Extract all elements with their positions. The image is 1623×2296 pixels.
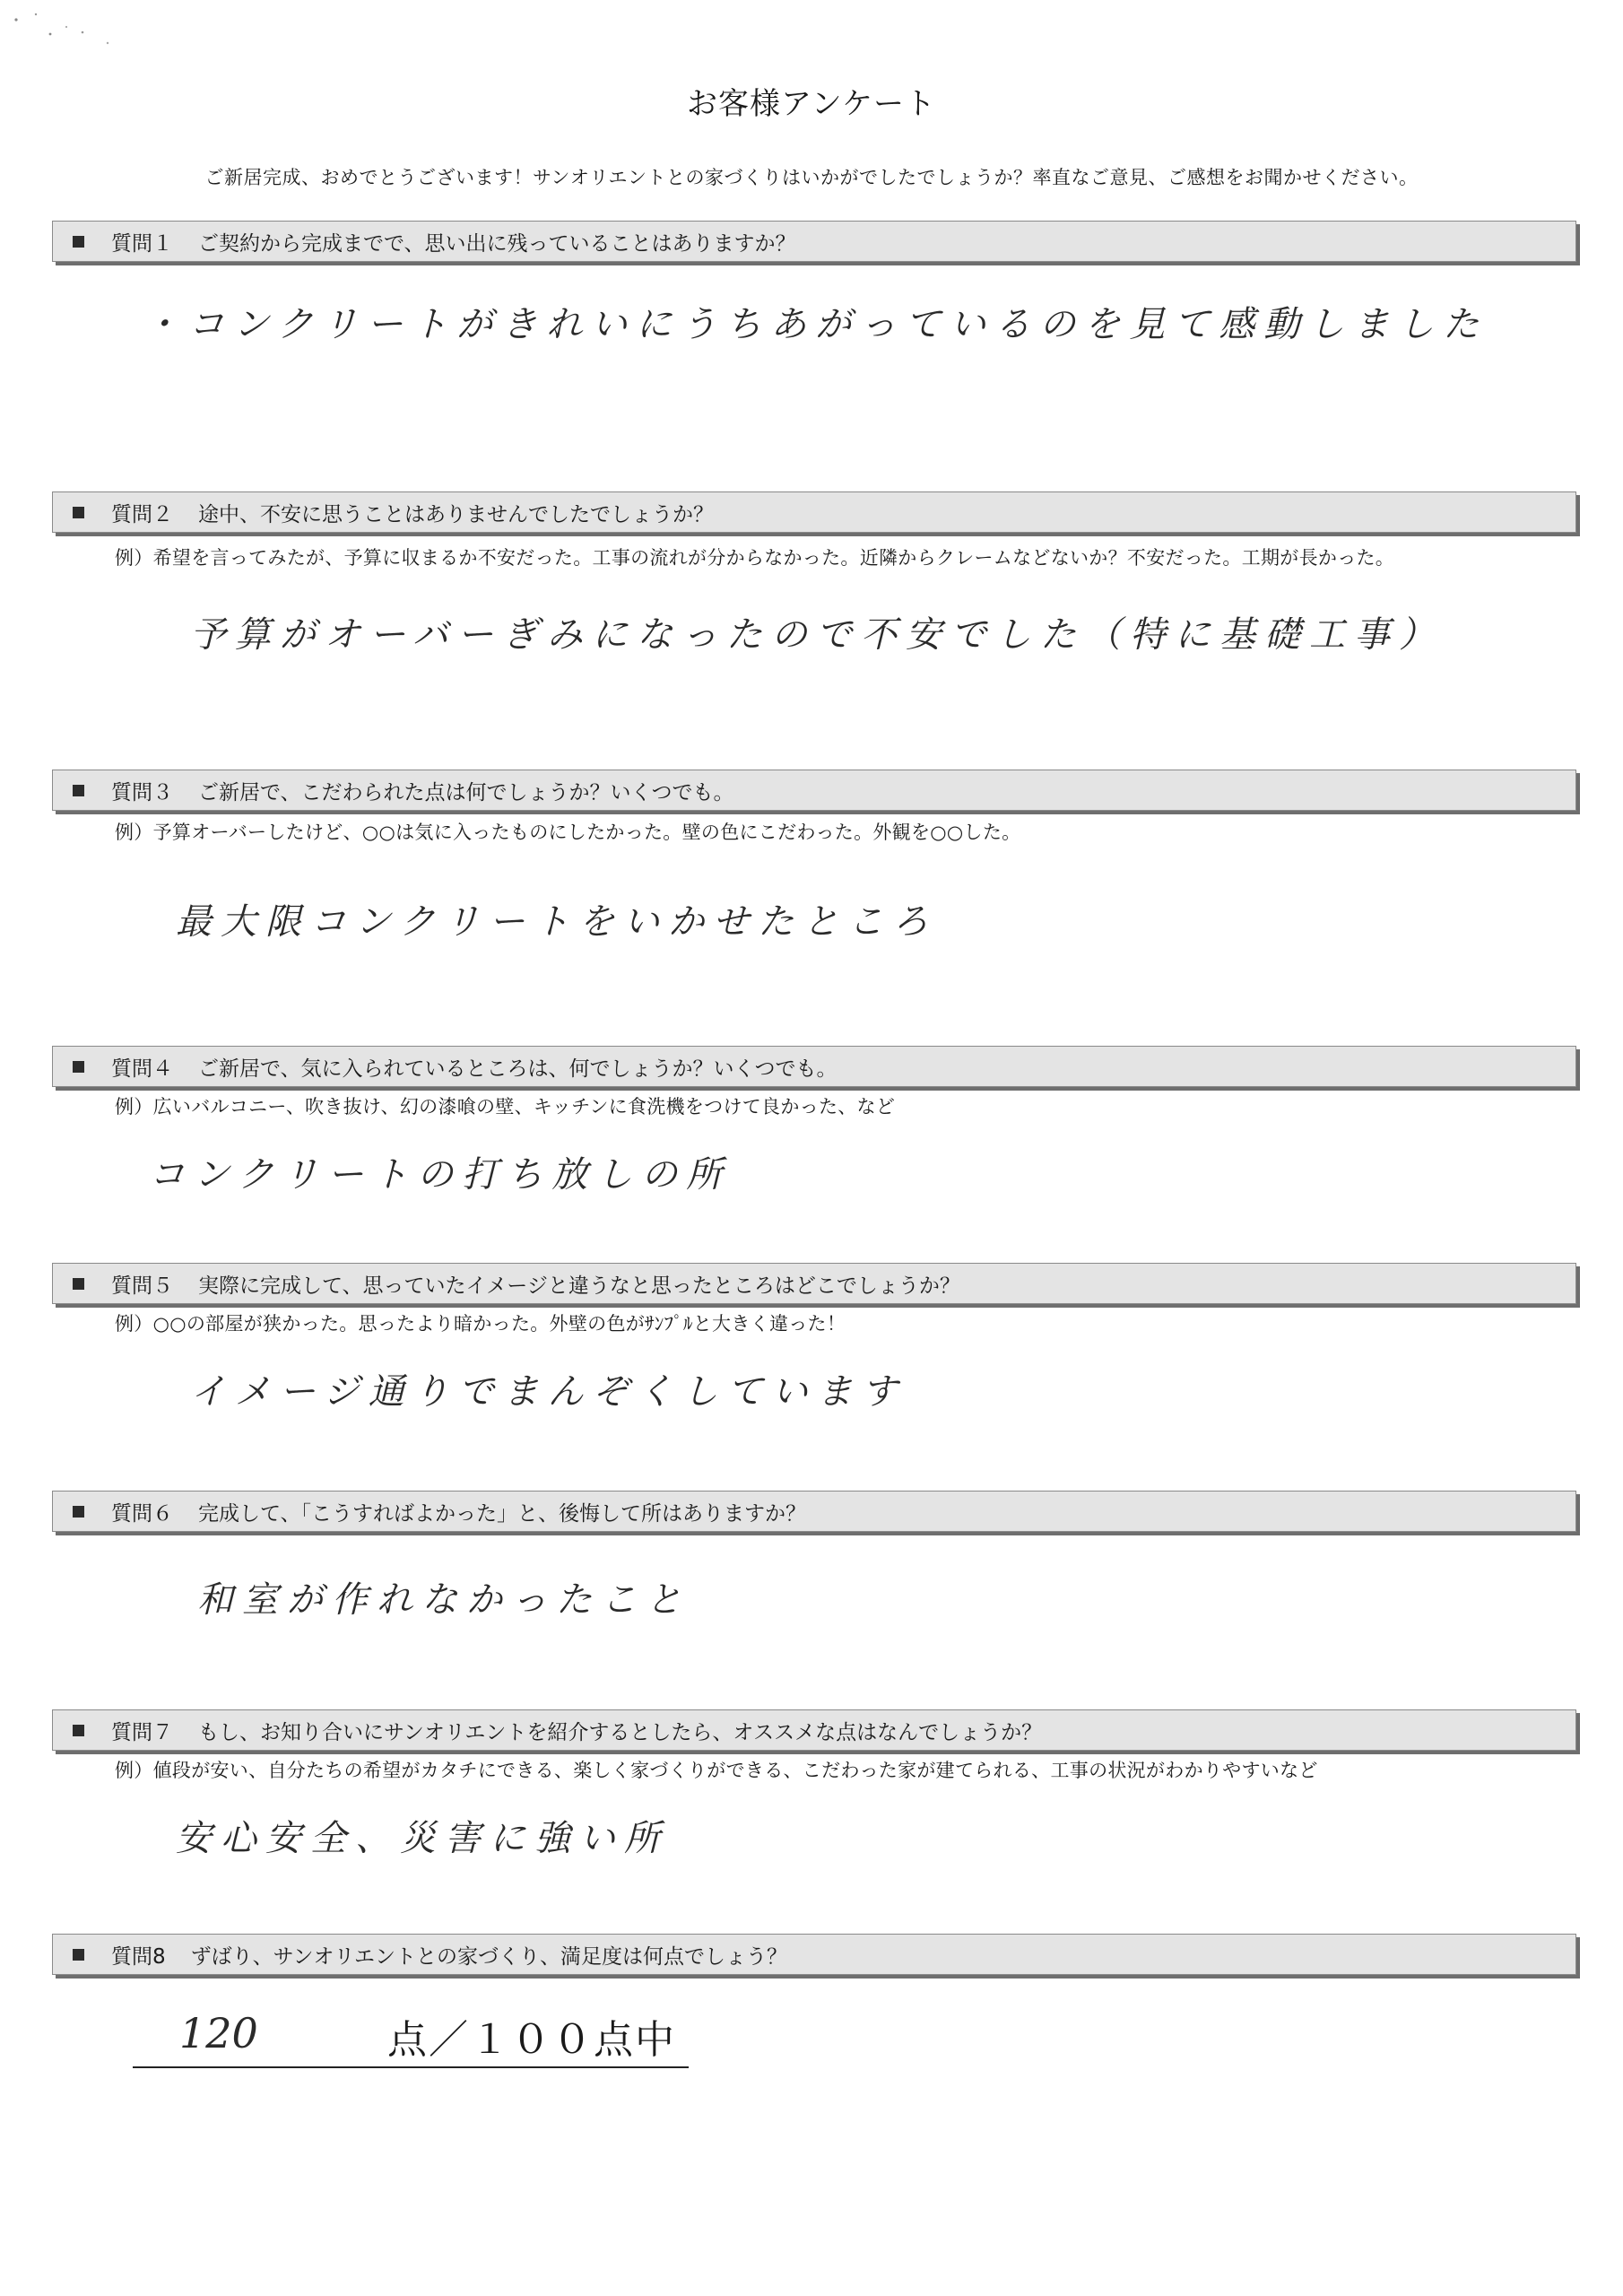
- bullet-icon: [73, 1725, 84, 1736]
- question-3-text: ご新居で、こだわられた点は何でしょうか？いくつでも。: [198, 780, 734, 804]
- bullet-icon: [73, 236, 84, 248]
- bullet-icon: [73, 507, 84, 518]
- question-6-bar: [52, 1491, 1576, 1532]
- question-4-bar: [52, 1046, 1576, 1087]
- question-5-answer: イメージ通りでまんぞくしています: [190, 1371, 907, 1413]
- question-2-bar: [52, 491, 1576, 533]
- question-6-answer: 和室が作れなかったこと: [197, 1579, 690, 1621]
- question-2-answer: 予算がオーバーぎみになったので不安でした（特に基礎工事）: [190, 614, 1444, 656]
- question-8-text: ずばり、サンオリエントとの家づくり、満足度は何点でしょう？: [190, 1944, 788, 1969]
- scan-specks: [11, 7, 118, 61]
- question-5-text: 実際に完成して、思っていたイメージと違うなと思ったところはどこでしょうか？: [198, 1274, 960, 1298]
- question-7-example: 例）値段が安い、自分たちの希望がカタチにできる、楽しく家づくりができる、こだわった家が建てられる、工事の状況がわかりやすいなど: [115, 1760, 1318, 1781]
- question-7-bar: [52, 1709, 1576, 1751]
- satisfaction-score-value: 120: [179, 2009, 258, 2057]
- question-3-example: 例）予算オーバーしたけど、○○は気に入ったものにしたかった。壁の色にこだわった。外観を○○した。: [115, 822, 1021, 843]
- satisfaction-score-suffix: 点／１００点中: [387, 2017, 676, 2063]
- question-1-text: ご契約から完成までで、思い出に残っていることはありますか？: [198, 231, 796, 256]
- question-3-bar: [52, 770, 1576, 811]
- question-4-text: ご新居で、気に入られているところは、何でしょうか？いくつでも。: [198, 1057, 838, 1081]
- question-3-label: 質問３: [111, 780, 173, 804]
- question-6-text: 完成して、「こうすればよかった」と、後悔して所はありますか？: [198, 1501, 807, 1526]
- question-7-text: もし、お知り合いにサンオリエントを紹介するとしたら、オススメな点はなんでしょうか？: [198, 1720, 1043, 1744]
- question-1-bar: [52, 221, 1576, 262]
- bullet-icon: [73, 1278, 84, 1290]
- question-4-example: 例）広いバルコニー、吹き抜け、幻の漆喰の壁、キッチンに食洗機をつけて良かった、など: [115, 1096, 896, 1118]
- question-2-example: 例）希望を言ってみたが、予算に収まるか不安だった。工事の流れが分からなかった。近隣からクレームなどないか？不安だった。工期が長かった。: [115, 547, 1395, 569]
- bullet-icon: [73, 1949, 84, 1961]
- question-4-answer: コンクリートの打ち放しの所: [149, 1154, 732, 1196]
- survey-title: お客様アンケート: [687, 86, 936, 122]
- question-6-label: 質問６: [111, 1501, 173, 1526]
- question-5-label: 質問５: [111, 1274, 173, 1298]
- score-underline: [133, 2066, 689, 2068]
- question-2-label: 質問２: [111, 502, 173, 526]
- question-4-label: 質問４: [111, 1057, 173, 1081]
- bullet-icon: [73, 1061, 84, 1073]
- question-7-label: 質問７: [111, 1720, 173, 1744]
- question-5-bar: [52, 1263, 1576, 1304]
- question-1-label: 質問１: [111, 231, 173, 256]
- question-2-text: 途中、不安に思うことはありませんでしたでしょうか？: [198, 502, 714, 526]
- bullet-icon: [73, 785, 84, 796]
- question-8-bar: [52, 1934, 1576, 1975]
- question-7-answer: 安心安全、災害に強い所: [176, 1818, 669, 1859]
- question-5-example: 例）○○の部屋が狭かった。思ったより暗かった。外壁の色がｻﾝﾌﾟﾙと大きく違った！: [115, 1313, 846, 1335]
- survey-intro: ご新居完成、おめでとうございます！サンオリエントとの家づくりはいかがでしたでしょうか？率直なご意見、ご感想をお聞かせください。: [204, 167, 1419, 188]
- bullet-icon: [73, 1506, 84, 1518]
- question-1-answer: ・コンクリートがきれいにうちあがっているのを見て感動しました: [143, 304, 1488, 345]
- question-8-label: 質問8: [111, 1944, 166, 1969]
- question-3-answer: 最大限コンクリートをいかせたところ: [176, 901, 938, 943]
